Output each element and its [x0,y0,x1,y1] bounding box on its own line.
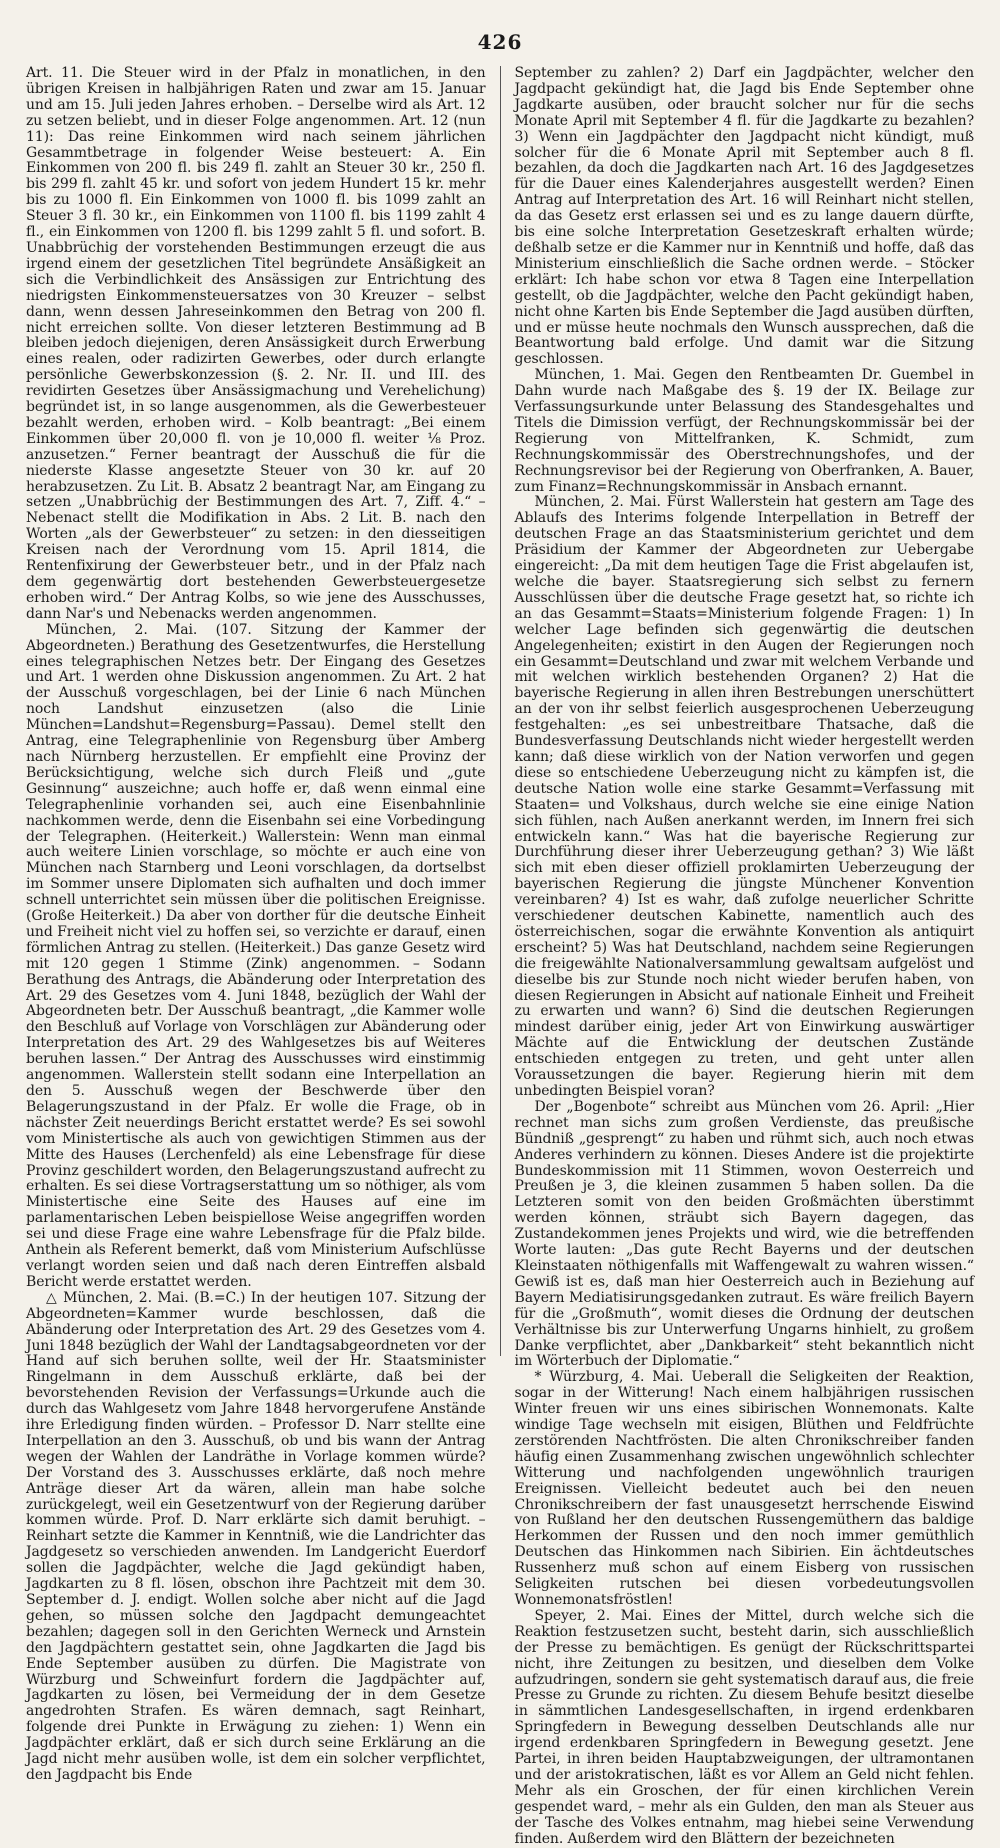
page-number: 426 [477,30,523,54]
article-paragraph: Der „Bogenbote“ schreibt aus München vom 26. April: „Hier rechnet man sichs zum großen Verdienste, das preußische Bündniß „gesprengt“ zu haben und rühmt sich, auch noch etwas Anderes verhindern zu können. Dieses Andere ist die projektirte Bundeskommission mit 11 Stimmen, wovon Oesterreich und Preußen je 3, die kleinen zusammen 5 haben sollen. Da die Letzteren somit von den beiden Großmächten überstimmt werden können, sträubt sich Bayern dagegen, das Zustandekommen jenes Projekts und wird, wie die betreffenden Worte lauten: „Das gute Recht Bayerns und der deutschen Kleinstaaten nöthigenfalls mit Waffengewalt zu wahren wissen.“ Gewiß ist es, daß man hier Oesterreich auch in Beziehung auf Bayern Mediatisirungsgedanken zutraut. Es wäre freilich Bayern für die „Großmuth“, womit dieses die Ordnung der deutschen Verhältnisse bis zur Unterwerfung Ungarns hinhielt, zu großem Danke verpflichtet, aber „Dankbarkeit“ steht bekanntlich nicht im Wörterbuch der Diplomatie.“ [514,1098,974,1370]
article-paragraph: Art. 11. Die Steuer wird in der Pfalz in monatlichen, in den übrigen Kreisen in halbjährigen Raten und zwar am 15. Januar und am 15. Juli jeden Jahres erhoben. – Derselbe wird als Art. 12 zu setzen beliebt, und in dieser Folge angenommen. Art. 12 (nun 11): Das reine Einkommen wird nach seinem jährlichen Gesammtbetrage in folgender Weise besteuert: A. Ein Einkommen von 200 fl. bis 249 fl. zahlt an Steuer 30 kr., 250 fl. bis 299 fl. zahlt 45 kr. und sofort von jedem Hundert 15 kr. mehr bis zu 1000 fl. Ein Einkommen von 1000 fl. bis 1099 zahlt an Steuer 3 fl. 30 kr., ein Einkommen von 1100 fl. bis 1199 zahlt 4 fl., ein Einkommen von 1200 fl. bis 1299 zahlt 5 fl. und sofort. B. Unabbrüchig der vorstehenden Bestimmungen erzeugt die aus irgend einem der gesetzlichen Titel begründete Ansäßigkeit an sich die Verbindlichkeit des Ansässigen zur Entrichtung des niedrigsten Einkommensteuersatzes von 30 Kreuzer – selbst dann, wenn dessen Jahreseinkommen den Betrag von 200 fl. nicht erreichen sollte. Von dieser letzteren Bestimmung ad B bleiben jedoch diejenigen, deren Ansässigkeit durch Erwerbung eines realen, oder radizirten Gewerbes, oder durch erlangte persönliche Gewerbskonzession (§. 2. Nr. II. und III. des revidirten Gesetzes über Ansässigmachung und Verehelichung) begründet ist, in so lange ausgenommen, als die Gewerbesteuer bezahlt werden, erhoben wird. – Kolb beantragt: „Bei einem Einkommen über 20,000 fl. von je 10,000 fl. weiter ⅛ Proz. anzusetzen.“ Ferner beantragt der Ausschuß die für die niederste Klasse angesetzte Steuer von 30 kr. auf 20 herabzusetzen. Zu Lit. B. Absatz 2 beantragt Nar, am Eingang zu setzen „Unabbrüchig der Bestimmungen des Art. 7, Ziff. 4.“ – Nebenact stellt die Modifikation in Abs. 2 Lit. B. nach den Worten „als der Gewerbsteuer“ zu setzen: in den diesseitigen Kreisen nach der Verordnung vom 15. April 1814, die Rentenfixirung der Gewerbsteuer betr., und in der Pfalz nach dem gegenwärtig dort bestehenden Gewerbsteuergesetze erhoben wird.“ Der Antrag Kolbs, so wie jene des Ausschusses, dann Nar's und Nebenacks werden angenommen. [26,65,486,622]
article-paragraph: München, 2. Mai. Fürst Wallerstein hat gestern am Tage des Ablaufs des Interims folgende Interpellation in Betreff der deutschen Frage an das Staatsministerium gerichtet und dem Präsidium der Kammer der Abgeordneten zur Uebergabe eingereicht: „Da mit dem heutigen Tage die Frist abgelaufen ist, welche die bayer. Staatsregierung sich selbst zu fernern Ausschlüssen über die deutsche Frage gesetzt hat, so richte ich an das Gesammt=Staats=Ministerium folgende Fragen: 1) In welcher Lage befinden sich gegenwärtig die deutschen Angelegenheiten; existirt in den Augen der Regierungen noch ein Gesammt=Deutschland und zwar mit welchem Verbande und mit welchen wirklich bestehenden Organen? 2) Hat die bayerische Regierung in allen ihren Bestrebungen unerschüttert an der von ihr selbst feierlich ausgesprochenen Ueberzeugung festgehalten: „es sei unbestreitbare Thatsache, daß die Bundesverfassung Deutschlands nicht wieder hergestellt werden kann; daß diese wirklich von der Nation verworfen und gegen diese so entschiedene Ueberzeugung nicht zu kämpfen ist, die deutsche Nation wolle eine starke Gesammt=Verfassung mit Staaten= und Volkshaus, durch welche sie eine einige Nation sich fühlen, nach Außen anerkannt werden, im Innern frei sich entwickeln kann.“ Was hat die bayerische Regierung zur Durchführung dieser ihrer Ueberzeugung gethan? 3) Wie läßt sich mit eben dieser offiziell proklamirten Ueberzeugung der bayerischen Regierung die jüngste Münchener Konvention vereinbaren? 4) Ist es wahr, daß zufolge neuerlicher Schritte verschiedener deutschen Kabinette, namentlich auch des österreichischen, sogar die erwähnte Konvention als antiquirt erscheint? 5) Was hat Deutschland, nachdem seine Regierungen die freigewählte Nationalversammlung gewaltsam aufgelöst und dieselbe bis zur Stunde noch nicht wieder berufen haben, von diesen Regierungen in Absicht auf nationale Einheit und Freiheit zu erwarten und wann? 6) Sind die deutschen Regierungen mindest darüber einig, jeder Art von Einwirkung auswärtiger Mächte auf die Entwicklung der deutschen Zustände entschieden entgegen zu treten, und geht unter allen Voraussetzungen die bayer. Regierung hierin mit dem unbedingten Beispiel voran? [514,494,974,1099]
article-paragraph: Speyer, 2. Mai. Eines der Mittel, durch welche sich die Reaktion festzusetzen sucht, besteht darin, sich ausschließlich der Presse zu bemächtigen. Es genügt der Rückschrittspartei nicht, ihre Zeitungen zu besitzen, und dieselben dem Volke aufzudringen, sondern sie geht systematisch darauf aus, die freie Presse zu Grunde zu richten. Zu diesem Behufe besitzt dieselbe in sämmtlichen Landesgesellschaften, in irgend erdenkbaren Springfedern in Bewegung desselben Deutschlands alle nur irgend erdenkbaren Springfedern in Bewegung gesetzt. Jene Partei, in ihren beiden Hauptabzweigungen, der ultramontanen und der aristokratischen, läßt es vor Allem an Geld nicht fehlen. Mehr als ein Groschen, der für einen kirchlichen Verein gespendet ward, – mehr als ein Gulden, den man als Steuer aus der Tasche des Volkes entnahm, mag hiebei seine Verwendung finden. Außerdem wird den Blättern der bezeichneten [514,1607,974,1847]
article-paragraph: September zu zahlen? 2) Darf ein Jagdpächter, welcher den Jagdpacht gekündigt hat, die Jagd bis Ende September ohne Jagdkarte ausüben, oder braucht solcher nur für die sechs Monate April mit September 4 fl. für die Jagdkarte zu bezahlen? 3) Wenn ein Jagdpächter den Jagdpacht nicht kündigt, muß solcher für die 6 Monate April mit September auch 8 fl. bezahlen, da doch die Jagdkarten nach Art. 16 des Jagdgesetzes für die Dauer eines Kalenderjahres ausgestellt werden? Einen Antrag auf Interpretation des Art. 16 will Reinhart nicht stellen, da das Gesetz erst erlassen sei und es zu lange dauern dürfte, bis eine solche Interpretation Gesetzeskraft erhalten würde; deßhalb setze er die Kammer nur in Kenntniß und hoffe, daß das Ministerium einschließlich die Sache ordnen werde. – Stöcker erklärt: Ich habe schon vor etwa 8 Tagen eine Interpellation gestellt, ob die Jagdpächter, welche den Pacht gekündigt haben, nicht ohne Karten bis Ende September die Jagd ausüben dürften, und er müsse heute nochmals den Wunsch aussprechen, daß die Beantwortung bald erfolge. Und damit war die Sitzung geschlossen. [514,65,974,368]
columns [26,65,974,1847]
right-column [514,65,975,1847]
article-paragraph: △ München, 2. Mai. (B.=C.) In der heutigen 107. Sitzung der Abgeordneten=Kammer wurde beschlossen, daß die Abänderung oder Interpretation des Art. 29 des Gesetzes vom 4. Juni 1848 bezüglich der Wahl der Landtagsabgeordneten vor der Hand auf sich beruhen sollte, weil der Hr. Staatsminister Ringelmann in dem Ausschuß erklärte, daß bei der bevorstehenden Revision der Verfassungs=Urkunde auch die durch das Wahlgesetz vom Jahre 1848 hervorgerufene Anstände ihre Erledigung finden würden. – Professor D. Narr stellte eine Interpellation an den 3. Ausschuß, ob und bis wann der Antrag wegen der Wahlen der Landräthe in Vorlage kommen würde? Der Vorstand des 3. Ausschusses erklärte, daß noch mehre Anträge dieser Art da wären, allein man habe solche zurückgelegt, weil ein Gesetzentwurf von der Regierung darüber kommen würde. Prof. D. Narr erklärte sich damit beruhigt. – Reinhart setzte die Kammer in Kenntniß, wie die Landrichter das Jagdgesetz so verschieden anwenden. Im Landgericht Euerdorf sollen die Jagdpächter, welche die Jagd gekündigt haben, Jagdkarten zu 8 fl. lösen, obschon ihre Pachtzeit mit dem 30. September d. J. endigt. Wollen solche aber nicht auf die Jagd gehen, so müssen solche den Jagdpacht demungeachtet bezahlen; dagegen soll in den Gerichten Werneck und Arnstein den Jagdpächtern gestattet sein, ohne Jagdkarten die Jagd bis Ende September ausüben zu dürfen. Die Magistrate von Würzburg und Schweinfurt fordern die Jagdpächter auf, Jagdkarten zu lösen, bei Vermeidung der in dem Gesetze angedrohten Strafen. Es wären demnach, sagt Reinhart, folgende drei Punkte in Erwägung zu ziehen: 1) Wenn ein Jagdpächter erklärt, daß er sich durch seine Erklärung an die Jagd nicht mehr ausüben wolle, ist dem ein solcher verpflichtet, den Jagdpacht bis Ende [26,1289,486,1783]
article-paragraph: München, 1. Mai. Gegen den Rentbeamten Dr. Guembel in Dahn wurde nach Maßgabe des §. 19 der IX. Beilage zur Verfassungsurkunde unter Belassung des Standesgehaltes und Titels die Dimission verfügt, der Rechnungskommissär bei der Regierung von Mittelfranken, K. Schmidt, zum Rechnungskommissär des Oberstrechnungshofes, und der Rechnungsrevisor bei der Regierung von Oberfranken, A. Bauer, zum Finanz=Rechnungskommissär in Ansbach ernannt. [514,367,974,495]
article-paragraph: München, 2. Mai. (107. Sitzung der Kammer der Abgeordneten.) Berathung des Gesetzentwurfes, die Herstellung eines telegraphischen Netzes betr. Der Eingang des Gesetzes und Art. 1 werden ohne Diskussion angenommen. Zu Art. 2 hat der Ausschuß vorgeschlagen, bei der Linie 6 nach München noch Landshut einzusetzen (also die Linie München=Landshut=Regensburg=Passau). Demel stellt den Antrag, eine Telegraphenlinie von Regensburg über Amberg nach Nürnberg herzustellen. Er empfiehlt eine Provinz der Berücksichtigung, welche sich durch Fleiß und „gute Gesinnung“ auszeichne; auch hoffe er, daß wenn einmal eine Telegraphenlinie vorhanden sei, auch eine Eisenbahnlinie nachkommen werde, denn die Eisenbahn sei eine Vorbedingung der Telegraphen. (Heiterkeit.) Wallerstein: Wenn man einmal auch weitere Linien vorschlage, so möchte er auch eine von München nach Starnberg und Leoni vorschlagen, da dortselbst im Sommer unsere Diplomaten sich aufhalten und doch immer schnell unterrichtet sein müssen über die politischen Ereignisse. (Große Heiterkeit.) Da aber von dorther für die deutsche Einheit und Freiheit nicht viel zu hoffen sei, so verzichte er darauf, einen förmlichen Antrag zu stellen. (Heiterkeit.) Das ganze Gesetz wird mit 120 gegen 1 Stimme (Zink) angenommen. – Sodann Berathung des Antrags, die Abänderung oder Interpretation des Art. 29 des Gesetzes vom 4. Juni 1848, bezüglich der Wahl der Abgeordneten betr. Der Ausschuß beantragt, „die Kammer wolle den Beschluß auf Vorlage von Vorschlägen zur Abänderung oder Interpretation des Art. 29 des Wahlgesetzes bis auf Weiteres beruhen lassen.“ Der Antrag des Ausschusses wird einstimmig angenommen. Wallerstein stellt sodann eine Interpellation an den 5. Ausschuß wegen der Beschwerde über den Belagerungszustand in der Pfalz. Er wolle die Frage, ob in nächster Zeit neuerdings Bericht erstattet werde? Es sei sowohl vom Ministertische als auch von gewichtigen Stimmen aus der Mitte des Hauses (Lerchenfeld) als eine Lebensfrage für diese Provinz geschildert worden, den Belagerungszustand aufrecht zu erhalten. Es sei diese Vortragserstattung um so nöthiger, als vom Ministertische eine Seite des Hauses auf eine im parlamentarischen Leben beispiellose Weise angegriffen worden sei und diese Frage eine wahre Lebensfrage für die Pfalz bilde. Anthein als Referent bemerkt, daß vom Ministerium Aufschlüsse verlangt worden seien und daß nach deren Eintreffen alsbald Bericht werde erstattet werden. [26,621,486,1290]
article-paragraph: * Würzburg, 4. Mai. Ueberall die Seligkeiten der Reaktion, sogar in der Witterung! Nach einem halbjährigen russischen Winter freuen wir uns eines sibirischen Wonnemonats. Kalte windige Tage wechseln mit eisigen, Blüthen und Feldfrüchte zerstörenden Nachtfrösten. Die alten Chronikschreiber fanden häufig einen Zusammenhang zwischen ungewöhnlich schlechter Witterung und nachfolgenden ungewöhnlich traurigen Ereignissen. Vielleicht bedeutet auch bei den neuen Chronikschreibern der fast unausgesetzt herrschende Eiswind von Rußland her den deutschen Russengemüthern das baldige Herkommen der Russen und den noch immer gemüthlich Deutschen das Hinkommen nach Sibirien. Ein ächtdeutsches Russenherz muß schon auf einem Eisberg von russischen Seligkeiten rutschen bei diesen vorbedeutungsvollen Wonnemonatsfröstlen! [514,1369,974,1608]
column-divider [500,66,501,1356]
left-column [26,65,486,1783]
